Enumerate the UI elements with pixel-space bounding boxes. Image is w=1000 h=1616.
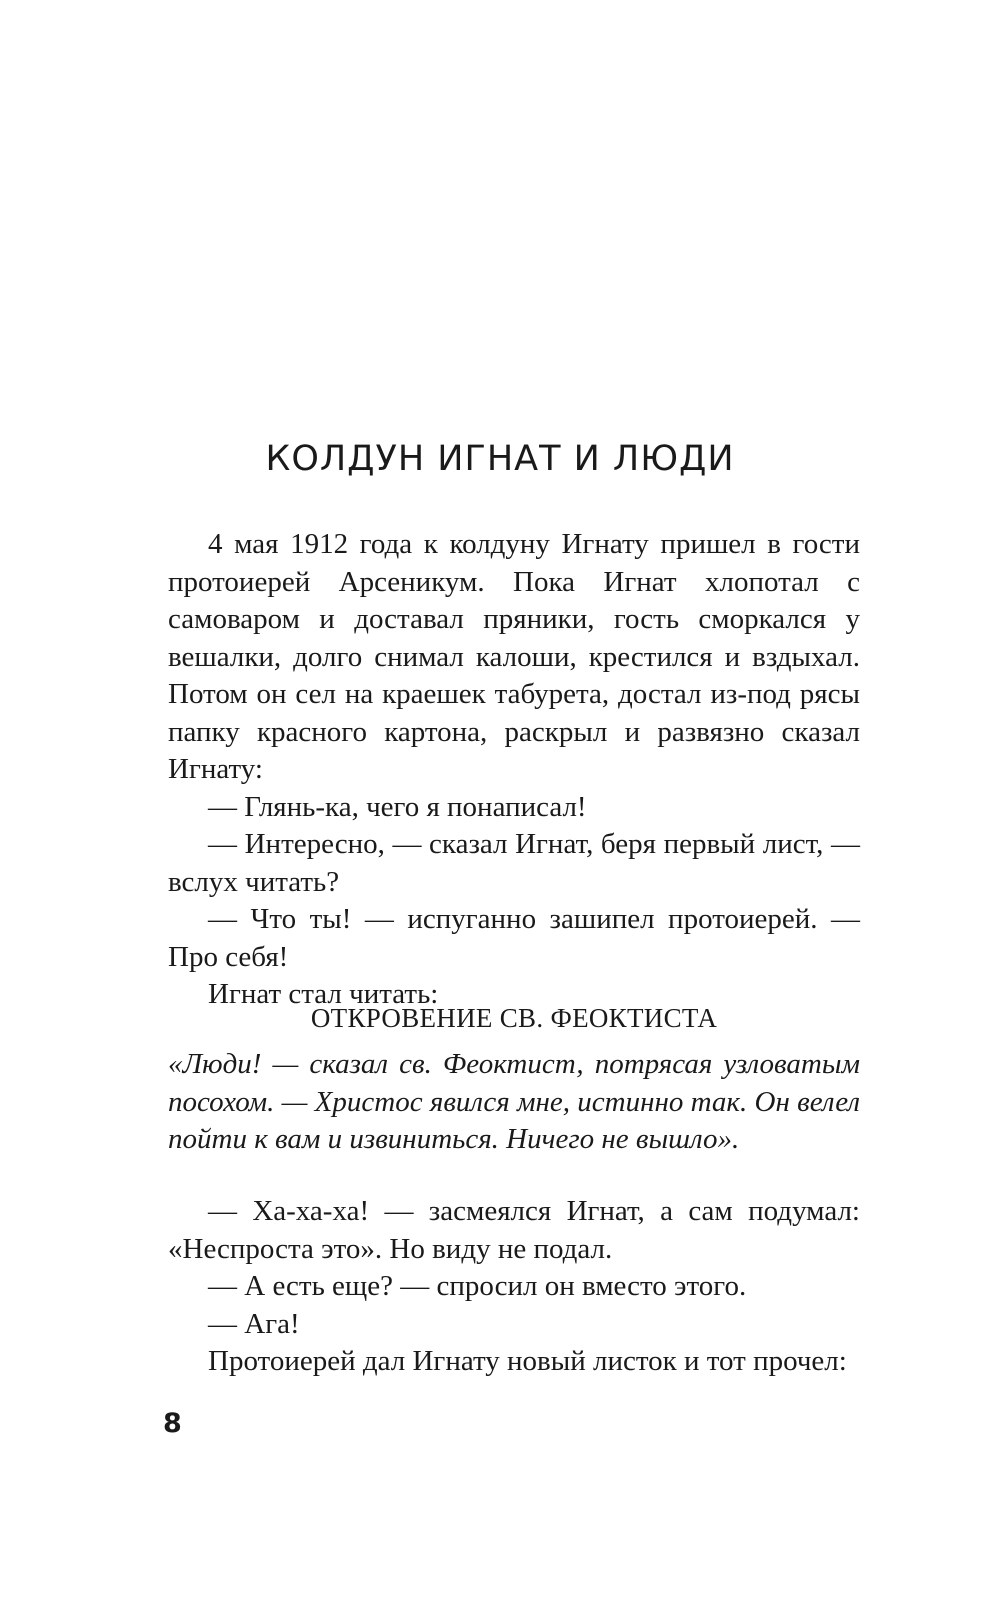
paragraph: — Ха-ха-ха! — засмеялся Игнат, а сам подумал: «Неспроста это». Но виду не подал.: [168, 1195, 860, 1265]
chapter-title: КОЛДУН ИГНАТ И ЛЮДИ: [265, 439, 735, 479]
paragraph: — Интересно, — сказал Игнат, беря первый лист, — вслух читать?: [168, 828, 860, 898]
paragraph: Игнат стал читать:: [208, 978, 439, 1010]
paragraph: — Что ты! — испуганно зашипел протоиерей. — Про себя!: [168, 903, 860, 973]
section-subtitle: ОТКРОВЕНИЕ СВ. ФЕОКТИСТА: [310, 1003, 718, 1033]
page-number: 8: [163, 1408, 182, 1439]
paragraph: — А есть еще? — спросил он вместо этого.: [208, 1270, 747, 1302]
text-block-continuation: [168, 1193, 860, 1381]
paragraph: 4 мая 1912 года к колдуну Игнату пришел в гости протоиерей Арсеникум. Пока Игнат хлопотал с самоваром и доставал пряники, гость сморкался у вешалки, долго снимал калоши, крестился и вздыхал. Потом он сел на краешек табурета, достал из-под рясы папку красного картона, раскрыл и развязно сказал Игнату:: [168, 528, 860, 785]
paragraph: — Глянь-ка, чего я понаписал!: [208, 790, 587, 823]
paragraph: — Ага!: [208, 1307, 300, 1340]
quoted-revelation: «Люди! — сказал св. Феоктист, потрясая узловатым посохом. — Христос явился мне, истинно так. Он велел пойти к вам и извиниться. Ничего не вышло».: [168, 1048, 860, 1155]
paragraph: Протоиерей дал Игнату новый листок и тот прочел:: [208, 1345, 847, 1377]
text-block-opening: [168, 526, 860, 1014]
